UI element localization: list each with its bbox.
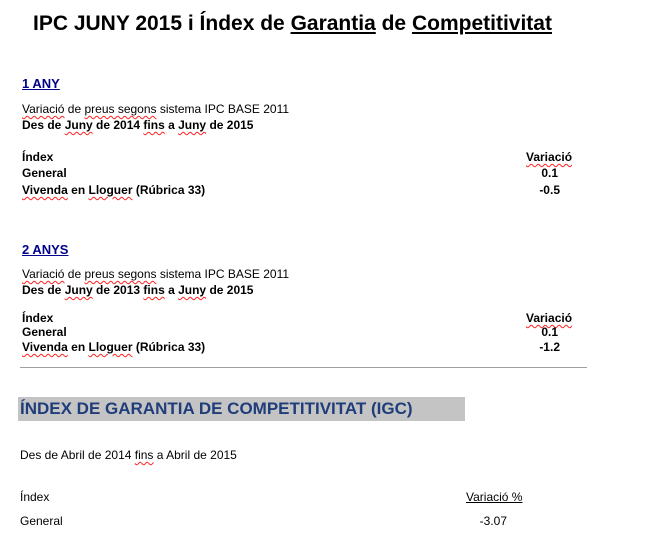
horizontal-divider: [20, 367, 587, 368]
text-span: Vivenda: [22, 183, 68, 197]
text-span: a: [164, 118, 179, 132]
section-2-heading: 2 ANYS: [22, 242, 69, 257]
section-1-heading: 1 ANY: [22, 76, 60, 91]
section-2-row-general-value: 0.1: [541, 325, 558, 339]
section-2-description: [22, 267, 289, 281]
text-span: Juny: [64, 118, 93, 132]
text-span: Variació: [22, 267, 65, 281]
section-1-col-variacio: Variació: [526, 150, 573, 164]
section-2-row-vivenda-value: -1.2: [539, 340, 560, 354]
igc-row-general-value: -3.07: [479, 514, 507, 528]
text-span: de 2015: [206, 118, 254, 132]
text-span: Des de: [22, 283, 65, 297]
text-span: de 2015: [206, 283, 254, 297]
text-span: fins: [134, 448, 154, 462]
section-1-row-general-label: General: [22, 166, 67, 180]
title-text: de: [375, 12, 412, 35]
igc-heading: ÍNDEX DE GARANTIA DE COMPETITIVITAT (IGC): [20, 399, 413, 418]
text-span: en: [67, 340, 89, 354]
text-span: Juny: [178, 118, 207, 132]
title-text: IPC JUNY 2015 i Índex de: [33, 12, 291, 35]
text-span: de 2014: [92, 118, 144, 132]
text-span: a Abril de 2015: [153, 448, 237, 462]
text-span: Lloguer: [88, 183, 133, 197]
text-span: en: [67, 183, 89, 197]
section-2-col-variacio: Variació: [526, 311, 573, 325]
section-2-period: [22, 283, 253, 297]
section-1-period: [22, 118, 253, 132]
igc-period: [20, 448, 237, 462]
text-span: fins: [143, 118, 165, 132]
section-1-row-vivenda-value: -0.5: [539, 183, 560, 197]
text-span: Des de Abril de 2014: [20, 448, 135, 462]
text-span: Vivenda: [22, 340, 68, 354]
section-2-row-general-label: General: [22, 325, 67, 339]
igc-col-variacio: Variació %: [466, 490, 523, 504]
text-span: fins: [143, 283, 165, 297]
text-span: (Rúbrica 33): [132, 183, 206, 197]
igc-col-index: Índex: [20, 490, 50, 504]
section-1-row-general-value: 0.1: [541, 166, 558, 180]
text-span: preus segons: [84, 102, 157, 116]
text-span: Lloguer: [88, 340, 133, 354]
text-span: Variació: [22, 102, 65, 116]
text-span: sistema IPC BASE 2011: [156, 267, 290, 281]
section-2-col-index: Índex: [22, 311, 54, 325]
text-span: de: [64, 102, 85, 116]
page-title: [33, 12, 552, 36]
igc-row-general-label: General: [20, 514, 63, 528]
section-1-col-index: Índex: [22, 150, 54, 164]
text-span: de: [64, 267, 85, 281]
text-span: preus segons: [84, 267, 157, 281]
text-span: de 2013: [92, 283, 144, 297]
title-word-garantia: Garantia: [290, 12, 376, 35]
text-span: a: [164, 283, 179, 297]
section-1-description: [22, 102, 289, 116]
text-span: sistema IPC BASE 2011: [156, 102, 290, 116]
text-span: (Rúbrica 33): [132, 340, 206, 354]
section-1-row-vivenda-label: [22, 183, 205, 197]
text-span: Juny: [178, 283, 207, 297]
section-2-row-vivenda-label: [22, 340, 205, 354]
text-span: Des de: [22, 118, 65, 132]
text-span: Juny: [64, 283, 93, 297]
title-word-competitivitat: Competitivitat: [411, 12, 552, 35]
